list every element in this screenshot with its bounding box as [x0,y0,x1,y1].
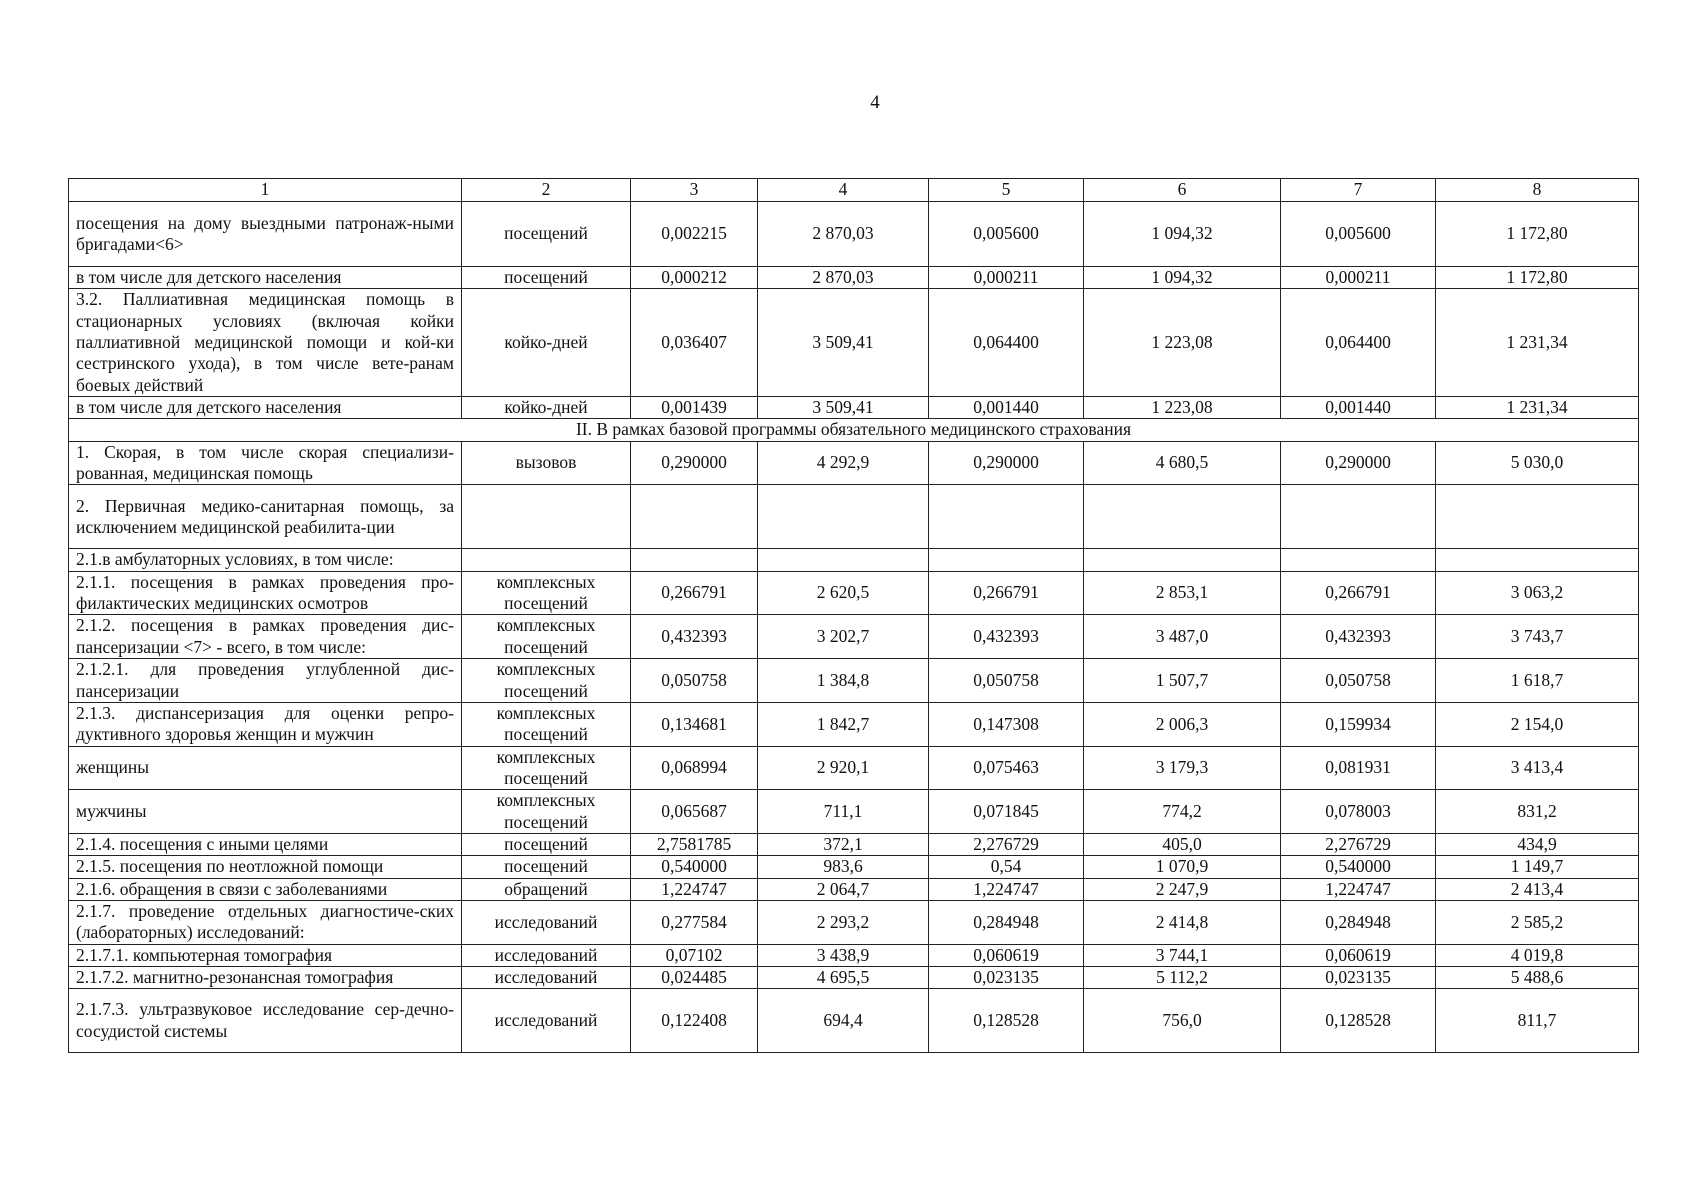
row-value: 1 231,34 [1436,289,1639,397]
row-label: 2.1.4. посещения с иными целями [69,833,462,855]
row-unit: комплексных посещений [462,615,631,659]
row-value: 0,277584 [631,900,758,944]
row-label: 2.1.в амбулаторных условиях, в том числе: [69,549,462,571]
row-value [1084,549,1281,571]
row-unit: посещений [462,856,631,878]
row-value: 2 154,0 [1436,702,1639,746]
row-value: 0,024485 [631,966,758,988]
row-value: 1 223,08 [1084,397,1281,419]
row-value [1084,485,1281,549]
row-value: 774,2 [1084,790,1281,834]
row-label: 3.2. Паллиативная медицинская помощь в стационарных условиях (включая койки паллиативной медицинской помощи и кой-ки сестринского ухода), в том числе вете-ранам боевых действий [69,289,462,397]
row-value: 0,147308 [929,702,1084,746]
row-value [758,485,929,549]
row-label: 1. Скорая, в том числе скорая специализи-рованная, медицинская помощь [69,441,462,485]
row-value [631,549,758,571]
row-label: 2.1.2. посещения в рамках проведения дис-пансеризации <7> - всего, в том числе: [69,615,462,659]
row-value: 0,068994 [631,746,758,790]
row-label: 2.1.7. проведение отдельных диагностиче-ских (лабораторных) исследований: [69,900,462,944]
row-value: 5 112,2 [1084,966,1281,988]
row-value: 0,064400 [929,289,1084,397]
row-unit: исследований [462,900,631,944]
table-row [69,659,1639,703]
table-row [69,833,1639,855]
row-value: 405,0 [1084,833,1281,855]
row-value: 0,001440 [929,397,1084,419]
row-value: 1 094,32 [1084,267,1281,289]
row-value: 0,266791 [929,571,1084,615]
row-value: 0,081931 [1281,746,1436,790]
row-value: 1 231,34 [1436,397,1639,419]
row-value: 4 292,9 [758,441,929,485]
row-value: 0,001440 [1281,397,1436,419]
row-value: 3 509,41 [758,289,929,397]
column-header: 8 [1436,179,1639,202]
row-value: 3 487,0 [1084,615,1281,659]
column-header: 4 [758,179,929,202]
row-label: женщины [69,746,462,790]
row-value: 0,290000 [631,441,758,485]
row-unit [462,549,631,571]
row-unit: комплексных посещений [462,702,631,746]
row-value: 5 030,0 [1436,441,1639,485]
row-value: 2 414,8 [1084,900,1281,944]
row-value: 3 438,9 [758,944,929,966]
row-value: 0,023135 [929,966,1084,988]
row-value: 0,128528 [1281,989,1436,1053]
row-value: 3 509,41 [758,397,929,419]
row-value: 0,050758 [631,659,758,703]
row-value: 1 070,9 [1084,856,1281,878]
row-value: 0,005600 [1281,202,1436,267]
row-value: 0,000211 [929,267,1084,289]
row-unit: обращений [462,878,631,900]
row-value: 831,2 [1436,790,1639,834]
row-value: 1 842,7 [758,702,929,746]
row-unit: посещений [462,833,631,855]
row-value: 0,266791 [1281,571,1436,615]
row-value: 2 920,1 [758,746,929,790]
row-value: 0,134681 [631,702,758,746]
row-value: 0,078003 [1281,790,1436,834]
row-value: 372,1 [758,833,929,855]
row-label: 2.1.6. обращения в связи с заболеваниями [69,878,462,900]
row-value: 1 384,8 [758,659,929,703]
row-value: 2 413,4 [1436,878,1639,900]
table-row [69,878,1639,900]
row-label: 2.1.7.2. магнитно-резонансная томография [69,966,462,988]
row-label: 2.1.7.1. компьютерная томография [69,944,462,966]
row-value: 4 019,8 [1436,944,1639,966]
column-header: 5 [929,179,1084,202]
table-row [69,549,1639,571]
page-number: 4 [870,92,880,113]
row-value: 3 202,7 [758,615,929,659]
row-value: 0,050758 [929,659,1084,703]
row-value: 1,224747 [929,878,1084,900]
row-value: 0,050758 [1281,659,1436,703]
row-value: 1 223,08 [1084,289,1281,397]
column-header: 2 [462,179,631,202]
row-value: 0,005600 [929,202,1084,267]
row-unit: комплексных посещений [462,659,631,703]
row-value: 1 094,32 [1084,202,1281,267]
row-value: 0,060619 [929,944,1084,966]
row-value: 0,122408 [631,989,758,1053]
row-unit: исследований [462,966,631,988]
table-row [69,571,1639,615]
table-row [69,289,1639,397]
row-value: 1,224747 [631,878,758,900]
row-value [929,485,1084,549]
row-value: 2 293,2 [758,900,929,944]
row-value: 0,065687 [631,790,758,834]
row-value [1281,485,1436,549]
row-value: 3 063,2 [1436,571,1639,615]
row-unit: исследований [462,989,631,1053]
row-value: 4 680,5 [1084,441,1281,485]
row-value [758,549,929,571]
row-value: 0,060619 [1281,944,1436,966]
row-value: 983,6 [758,856,929,878]
row-value: 0,023135 [1281,966,1436,988]
row-value: 0,266791 [631,571,758,615]
row-value: 3 743,7 [1436,615,1639,659]
row-label: 2.1.5. посещения по неотложной помощи [69,856,462,878]
table-row [69,966,1639,988]
row-unit: койко-дней [462,289,631,397]
row-label: мужчины [69,790,462,834]
table-row [69,900,1639,944]
row-value: 0,071845 [929,790,1084,834]
table-row [69,790,1639,834]
table-header-row [69,179,1639,202]
row-value: 2 620,5 [758,571,929,615]
row-unit [462,485,631,549]
row-unit: исследований [462,944,631,966]
row-value: 0,001439 [631,397,758,419]
table-row [69,397,1639,419]
table-row [69,267,1639,289]
row-label: 2.1.7.3. ультразвуковое исследование сер-дечно-сосудистой системы [69,989,462,1053]
row-value: 1 172,80 [1436,202,1639,267]
row-value: 2,276729 [929,833,1084,855]
row-label: в том числе для детского населения [69,397,462,419]
row-value: 0,000211 [1281,267,1436,289]
column-header: 6 [1084,179,1281,202]
row-value [929,549,1084,571]
table-row [69,746,1639,790]
row-label: 2. Первичная медико-санитарная помощь, за исключением медицинской реабилита-ции [69,485,462,549]
row-value: 1,224747 [1281,878,1436,900]
table-row [69,856,1639,878]
row-value: 0,432393 [1281,615,1436,659]
column-header: 3 [631,179,758,202]
table-row [69,702,1639,746]
row-value: 1 618,7 [1436,659,1639,703]
table-row [69,202,1639,267]
row-label: 2.1.2.1. для проведения углубленной дис-пансеризации [69,659,462,703]
row-value: 4 695,5 [758,966,929,988]
row-value: 0,540000 [1281,856,1436,878]
row-value: 1 507,7 [1084,659,1281,703]
row-value: 2 870,03 [758,202,929,267]
row-label: 2.1.3. диспансеризация для оценки репро-дуктивного здоровья женщин и мужчин [69,702,462,746]
row-value: 0,54 [929,856,1084,878]
row-value: 0,432393 [929,615,1084,659]
row-unit: посещений [462,267,631,289]
row-unit: комплексных посещений [462,790,631,834]
row-label: 2.1.1. посещения в рамках проведения про-филактических медицинских осмотров [69,571,462,615]
section-title: II. В рамках базовой программы обязательного медицинского страхования [69,419,1639,441]
row-value: 3 413,4 [1436,746,1639,790]
row-value [1281,549,1436,571]
row-value: 0,002215 [631,202,758,267]
table-row [69,989,1639,1053]
table-row [69,441,1639,485]
table-row [69,944,1639,966]
row-value: 1 149,7 [1436,856,1639,878]
table-row [69,615,1639,659]
row-value: 2 853,1 [1084,571,1281,615]
row-value: 0,432393 [631,615,758,659]
row-value: 2 247,9 [1084,878,1281,900]
row-value [631,485,758,549]
row-value: 2 006,3 [1084,702,1281,746]
row-value: 0,075463 [929,746,1084,790]
table-row [69,485,1639,549]
row-value: 1 172,80 [1436,267,1639,289]
row-value: 5 488,6 [1436,966,1639,988]
row-value: 2 064,7 [758,878,929,900]
row-value: 2,276729 [1281,833,1436,855]
row-unit: комплексных посещений [462,746,631,790]
row-label: посещения на дому выездными патронаж-ными бригадами<6> [69,202,462,267]
row-value: 0,284948 [929,900,1084,944]
row-value [1436,485,1639,549]
row-value: 2 870,03 [758,267,929,289]
row-value: 0,07102 [631,944,758,966]
row-value: 0,064400 [1281,289,1436,397]
data-table [68,178,1639,1053]
row-value: 0,000212 [631,267,758,289]
row-unit: посещений [462,202,631,267]
row-value: 0,290000 [929,441,1084,485]
row-value: 811,7 [1436,989,1639,1053]
row-value [1436,549,1639,571]
row-value: 3 744,1 [1084,944,1281,966]
row-value: 756,0 [1084,989,1281,1053]
row-value: 0,036407 [631,289,758,397]
column-header: 7 [1281,179,1436,202]
row-label: в том числе для детского населения [69,267,462,289]
row-value: 0,290000 [1281,441,1436,485]
row-value: 0,128528 [929,989,1084,1053]
row-value: 0,159934 [1281,702,1436,746]
row-unit: вызовов [462,441,631,485]
row-value: 2,7581785 [631,833,758,855]
row-value: 3 179,3 [1084,746,1281,790]
section-row [69,419,1639,441]
row-value: 0,540000 [631,856,758,878]
row-value: 711,1 [758,790,929,834]
column-header: 1 [69,179,462,202]
row-value: 2 585,2 [1436,900,1639,944]
row-unit: комплексных посещений [462,571,631,615]
row-value: 694,4 [758,989,929,1053]
row-value: 434,9 [1436,833,1639,855]
row-unit: койко-дней [462,397,631,419]
row-value: 0,284948 [1281,900,1436,944]
